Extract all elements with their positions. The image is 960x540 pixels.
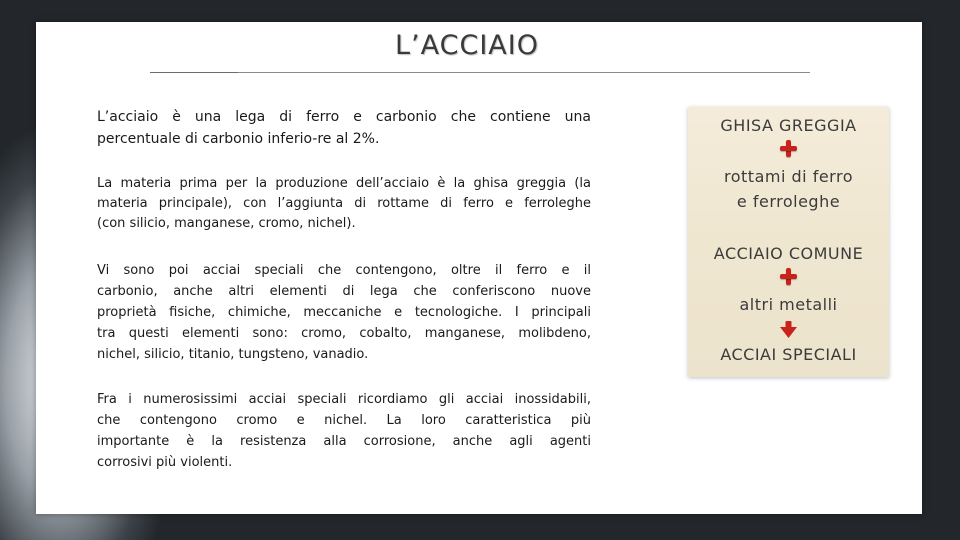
text-line: corrosivi più violenti.: [97, 455, 233, 470]
text-line: Fra i numerosissimi acciai speciali ricordiamo gli acciai inossidabili,: [97, 392, 591, 407]
text-line: materia principale), con l’aggiunta di rottame di ferro e ferroleghe: [97, 196, 591, 211]
diagram-item-acciaio-comune: ACCIAIO COMUNE: [713, 244, 864, 263]
title-underline-left: [150, 72, 238, 73]
text-line: Vi sono poi acciai speciali che contengono, oltre il ferro e il: [97, 263, 591, 278]
text-line: nichel, silicio, titanio, tungsteno, vanadio.: [97, 347, 369, 362]
diagram-item-altri-metalli: altri metalli: [739, 295, 838, 314]
text-line: (con silicio, manganese, cromo, nichel).: [97, 216, 356, 231]
steel-production-diagram: [688, 107, 889, 377]
diagram-item-ghisa: GHISA GREGGIA: [720, 116, 857, 135]
text-line: tra questi elementi sono: cromo, cobalto, manganese, molibdeno,: [97, 326, 591, 341]
text-line: che contengono cromo e nichel. La loro caratteristica più: [97, 413, 591, 428]
paragraph-definition: [97, 106, 591, 150]
paragraph-stainless: [97, 389, 591, 473]
arrow-down-icon: [780, 321, 797, 339]
text-line: La materia prima per la produzione dell’acciaio è la ghisa greggia (la: [97, 176, 591, 191]
paragraph-raw-materials: [97, 174, 591, 234]
title-underline-right: [238, 72, 810, 73]
diagram-item-acciai-speciali: ACCIAI SPECIALI: [720, 345, 857, 364]
text-line: carbonio, anche altri elementi di lega che conferiscono nuove: [97, 284, 591, 299]
text-line: proprietà fisiche, chimiche, meccaniche e tecnologiche. I principali: [97, 305, 591, 320]
text-line: percentuale di carbonio inferio-re al 2%.: [97, 131, 380, 147]
paragraph-special-steels: [97, 260, 591, 365]
plus-icon: [780, 268, 797, 285]
diagram-item-rottami: rottami di ferro: [724, 167, 853, 186]
slide-title: L’ACCIAIO: [395, 30, 539, 61]
text-line: importante è la resistenza alla corrosione, anche agli agenti: [97, 434, 591, 449]
plus-icon: [780, 140, 797, 157]
text-line: L’acciaio è una lega di ferro e carbonio che contiene una: [97, 109, 591, 125]
diagram-item-ferroleghe: e ferroleghe: [736, 192, 841, 211]
